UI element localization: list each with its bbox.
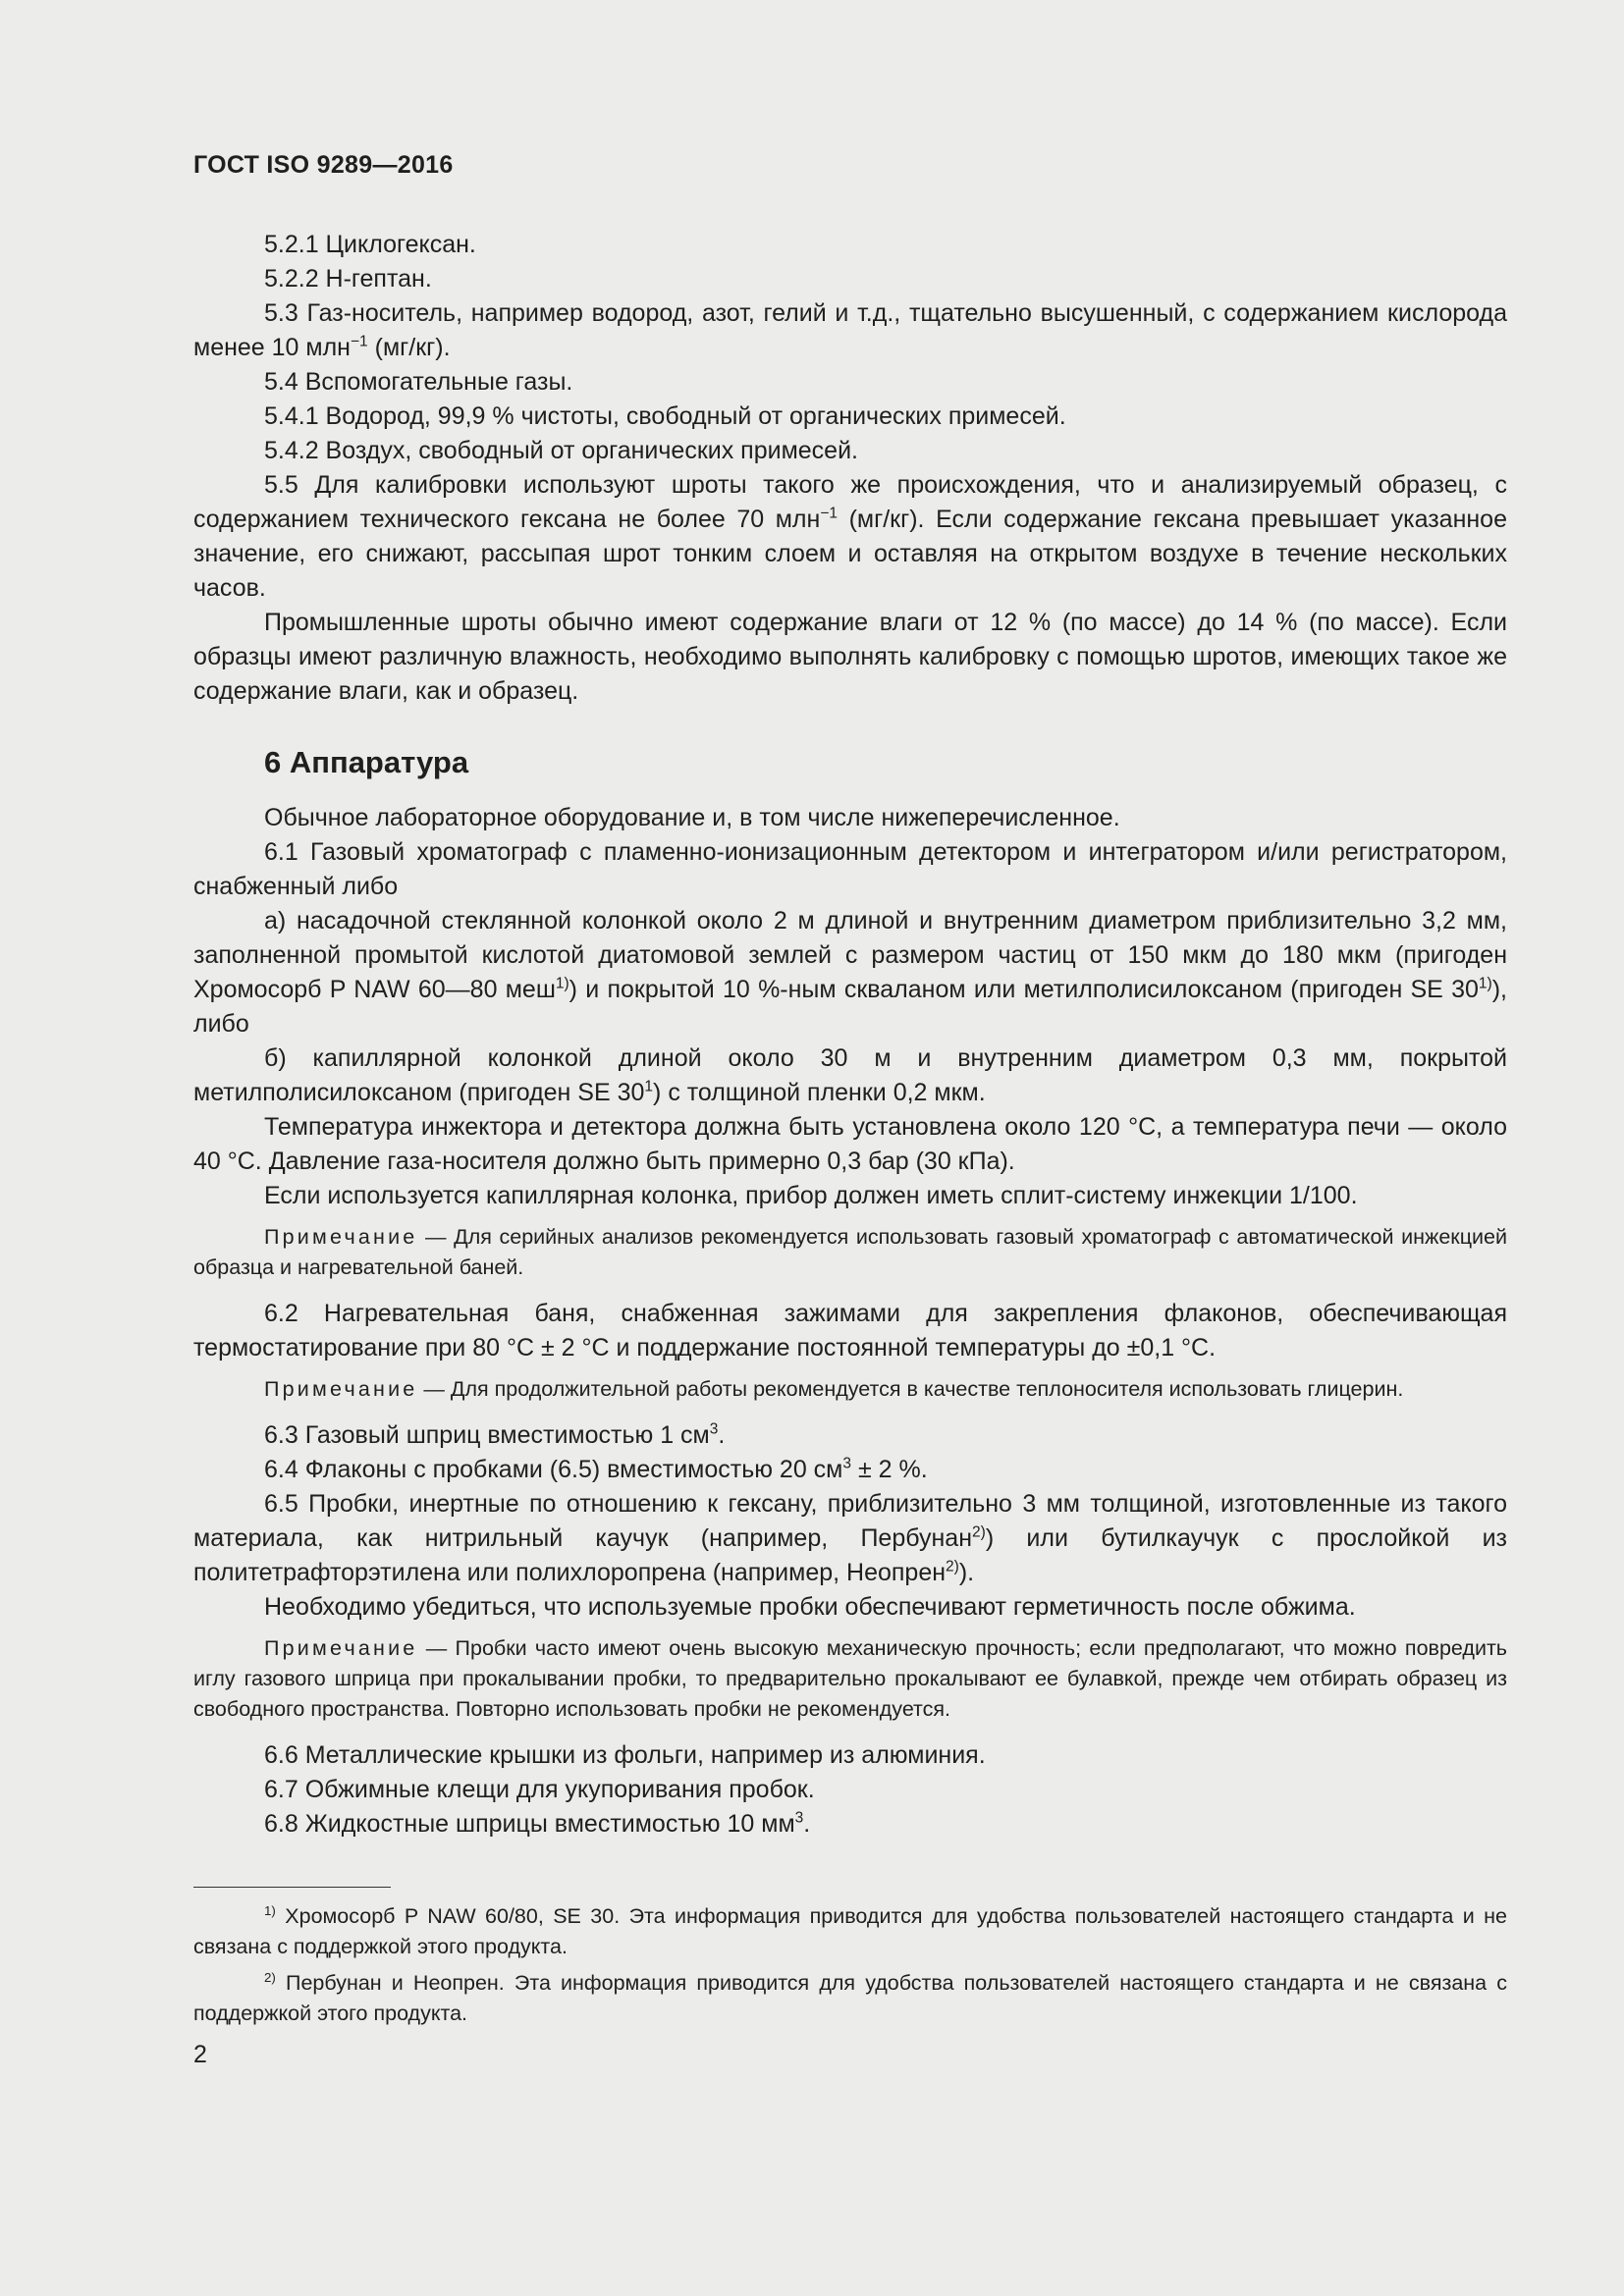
text: 6.3 Газовый шприц вместимостью 1 см	[264, 1421, 710, 1449]
clause-5-5	[193, 468, 1507, 606]
clause-5-2-2: 5.2.2 Н-гептан.	[264, 265, 432, 293]
text: .	[803, 1810, 811, 1838]
text: 6.8 Жидкостные шприцы вместимостью 10 мм	[264, 1810, 795, 1838]
note-text: — Для продолжительной работы рекомендуется в качестве теплоносителя использовать глицерин.	[417, 1377, 1404, 1401]
text: (мг/кг).	[367, 334, 451, 361]
footnote-divider	[193, 1887, 391, 1888]
document-header: ГОСТ ISO 9289—2016	[193, 151, 454, 179]
footnote-ref: 2)	[946, 1558, 959, 1575]
clause-6-1-b	[193, 1041, 1507, 1110]
superscript: −1	[351, 333, 368, 350]
clause-6-1-a	[193, 904, 1507, 1041]
split-paragraph: Если используется капиллярная колонка, прибор должен иметь сплит-систему инжекции 1/100.	[264, 1182, 1358, 1209]
note-text: — Для серийных анализов рекомендуется использовать газовый хроматограф с автоматической инжекцией образца и нагревательной баней.	[193, 1225, 1507, 1279]
clause-6-8	[193, 1807, 1507, 1842]
superscript: 3	[709, 1420, 719, 1438]
clause-6-1: 6.1 Газовый хроматограф с пламенно-ионизационным детектором и интегратором и/или регистратором, снабженный либо	[193, 838, 1507, 900]
text: 6.4 Флаконы с пробками (6.5) вместимостью 20 см	[264, 1456, 843, 1483]
page-number: 2	[193, 2041, 207, 2068]
clause-5-3	[193, 296, 1507, 365]
text: 5.5 Для калибровки используют шроты такого же происхождения, что и анализируемый образец, с содержанием технического гексана не более 70 млн	[193, 471, 1507, 533]
text: б) капиллярной колонкой длиной около 30 м и внутренним диаметром 0,3 мм, покрытой метилполисилоксаном (пригоден SE 30	[193, 1044, 1507, 1106]
footnote-marker: 2)	[264, 1969, 276, 1985]
clause-6-5-paragraph: Необходимо убедиться, что используемые пробки обеспечивают герметичность после обжима.	[264, 1593, 1356, 1621]
clause-6-4	[193, 1453, 1507, 1487]
text: .	[718, 1421, 726, 1449]
footnote-marker: 1)	[264, 1902, 276, 1918]
text: а) насадочной стеклянной колонкой около 2 м длиной и внутренним диаметром приблизительно 3,2 мм, заполненной промытой кислотой диатомовой землей с размером частиц от 150 мкм до 180 мкм (пригоден Хромосорб P NAW 60—80 меш	[193, 907, 1507, 1003]
section-heading-6: 6 Аппаратура	[264, 745, 469, 779]
clause-5-4-2: 5.4.2 Воздух, свободный от органических примесей.	[264, 437, 858, 464]
note-1	[193, 1222, 1507, 1283]
footnote-1	[193, 1901, 1507, 1962]
footnote-ref: 1)	[1478, 975, 1492, 992]
note-2	[193, 1374, 1507, 1405]
clause-6-7: 6.7 Обжимные клещи для укупоривания пробок.	[264, 1776, 815, 1803]
clause-6-5	[193, 1487, 1507, 1590]
apparatus-intro: Обычное лабораторное оборудование и, в том числе нижеперечисленное.	[264, 804, 1120, 831]
text: ) и покрытой 10 %-ным скваланом или метилполисилоксаном (пригоден SE 30	[568, 976, 1479, 1003]
superscript: −1	[820, 505, 839, 522]
text: 5.3 Газ-носитель, например водород, азот, гелий и т.д., тщательно высушенный, с содержанием кислорода менее 10 млн	[193, 299, 1507, 361]
clause-5-2-1: 5.2.1 Циклогексан.	[264, 231, 476, 258]
clause-5-4-1: 5.4.1 Водород, 99,9 % чистоты, свободный от органических примесей.	[264, 402, 1066, 430]
page-content	[193, 145, 1507, 2072]
clause-5-4: 5.4 Вспомогательные газы.	[264, 368, 573, 396]
clause-6-3	[193, 1418, 1507, 1453]
text: 6.5 Пробки, инертные по отношению к гексану, приблизительно 3 мм толщиной, изготовленные из такого материала, как нитрильный каучук (например, Пербунан	[193, 1490, 1507, 1552]
text: ), либо	[193, 976, 1507, 1038]
temperature-paragraph: Температура инжектора и детектора должна быть установлена около 120 °С, а температура печи — около 40 °С. Давление газа-носителя должно быть примерно 0,3 бар (30 кПа).	[193, 1113, 1507, 1175]
footnote-ref: 1)	[555, 975, 569, 992]
footnote-text: Пербунан и Неопрен. Эта информация приводится для удобства пользователей настоящего стандарта и не связана с поддержкой этого продукта.	[193, 1971, 1507, 2025]
footnote-ref: 1	[644, 1078, 654, 1095]
clause-6-6: 6.6 Металлические крышки из фольги, например из алюминия.	[264, 1741, 986, 1769]
text: (мг/кг). Если содержание гексана превышает указанное значение, его снижают, рассыпая шрот тонким слоем и оставляя на открытом воздухе в течение нескольких часов.	[193, 506, 1507, 602]
note-label: Примечание	[264, 1377, 418, 1401]
note-text: — Пробки часто имеют очень высокую механическую прочность; если предполагают, что можно повредить иглу газового шприца при прокалывании пробки, то предварительно прокалывают ее булавкой, прежде чем отбирать образец из свободного пространства. Повторно использовать пробки не рекомендуется.	[193, 1636, 1507, 1721]
clause-5-5-paragraph: Промышленные шроты обычно имеют содержание влаги от 12 % (по массе) до 14 % (по массе). Если образцы имеют различную влажность, необходимо выполнять калибровку с помощью шротов, имеющих такое же содержание влаги, как и образец.	[193, 609, 1507, 705]
footnote-text: Хромосорб P NAW 60/80, SE 30. Эта информация приводится для удобства пользователей настоящего стандарта и не связана с поддержкой этого продукта.	[193, 1904, 1507, 1958]
text: ) с толщиной пленки 0,2 мкм.	[653, 1079, 986, 1106]
superscript: 3	[794, 1809, 804, 1827]
note-3	[193, 1633, 1507, 1725]
note-label: Примечание	[264, 1225, 418, 1249]
text: ) или бутилкаучук с прослойкой из политетрафторэтилена или полихлоропрена (например, Неопрен	[193, 1524, 1507, 1586]
footnote-2	[193, 1968, 1507, 2029]
superscript: 3	[842, 1455, 851, 1472]
text: ).	[958, 1559, 975, 1586]
text: ± 2 %.	[851, 1456, 928, 1483]
note-label: Примечание	[264, 1636, 418, 1660]
clause-6-2: 6.2 Нагревательная баня, снабженная зажимами для закрепления флаконов, обеспечивающая термостатирование при 80 °С ± 2 °С и поддержание постоянной температуры до ±0,1 °С.	[193, 1300, 1507, 1362]
footnote-ref: 2)	[972, 1523, 986, 1541]
